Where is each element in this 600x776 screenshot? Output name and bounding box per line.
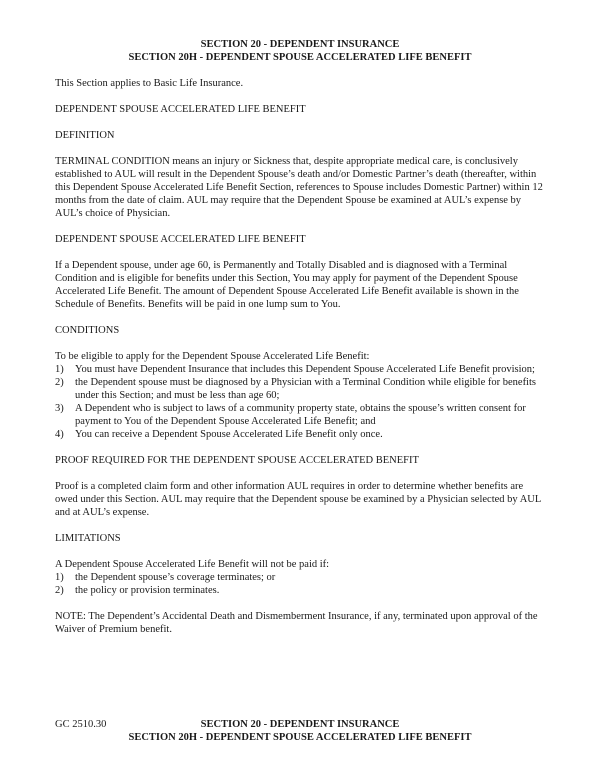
list-item <box>55 571 545 584</box>
list-item-text: the Dependent spouse’s coverage terminates; or <box>75 572 276 583</box>
header-title-line-1: SECTION 20 - DEPENDENT INSURANCE <box>200 39 400 50</box>
paragraph: TERMINAL CONDITION means an injury or Sickness that, despite appropriate medical care, is conclusively established to AUL will result in the Dependent Spouse’s death and/or Domestic Partner’s death (thereafter, within this Dependent Spouse Accelerated Life Benefit Section, references to Spouse includes Domestic Partner) within 12 months from the date of claim. AUL may require that the Dependent Spouse be examined at AUL’s expense by AUL’s choice of Physician. <box>55 156 543 219</box>
list-item <box>55 428 545 441</box>
list-item-number: 2) <box>55 585 64 596</box>
list-item-number: 3) <box>55 403 64 414</box>
list-item-text: the policy or provision terminates. <box>75 585 220 596</box>
document-header <box>55 38 545 64</box>
paragraph: To be eligible to apply for the Dependent Spouse Accelerated Life Benefit: <box>55 351 370 362</box>
section-heading: DEPENDENT SPOUSE ACCELERATED LIFE BENEFIT <box>55 104 306 115</box>
section-heading: DEPENDENT SPOUSE ACCELERATED LIFE BENEFIT <box>55 234 306 245</box>
footer-title-line-2: SECTION 20H - DEPENDENT SPOUSE ACCELERATED LIFE BENEFIT <box>128 732 472 743</box>
section-heading: LIMITATIONS <box>55 533 121 544</box>
list-item <box>55 376 545 402</box>
list-item-text: A Dependent who is subject to laws of a community property state, obtains the spouse’s written consent for payment to You of the Dependent Spouse Accelerated Life Benefit; and <box>75 403 526 427</box>
section-heading: PROOF REQUIRED FOR THE DEPENDENT SPOUSE ACCELERATED BENEFIT <box>55 455 419 466</box>
paragraph: A Dependent Spouse Accelerated Life Benefit will not be paid if: <box>55 559 330 570</box>
header-title-line-2: SECTION 20H - DEPENDENT SPOUSE ACCELERATED LIFE BENEFIT <box>128 52 472 63</box>
list-item-number: 1) <box>55 572 64 583</box>
list-item-number: 4) <box>55 429 64 440</box>
document-body <box>55 77 545 636</box>
document-content <box>55 38 545 636</box>
section-heading: DEFINITION <box>55 130 115 141</box>
list-item <box>55 363 545 376</box>
document-footer <box>0 718 600 744</box>
list-item-number: 1) <box>55 364 64 375</box>
numbered-list <box>55 571 545 597</box>
list-item <box>55 402 545 428</box>
footer-title-line-1: SECTION 20 - DEPENDENT INSURANCE <box>200 719 400 730</box>
list-item <box>55 584 545 597</box>
section-heading: CONDITIONS <box>55 325 120 336</box>
list-item-text: You can receive a Dependent Spouse Accelerated Life Benefit only once. <box>75 429 383 440</box>
list-item-text: You must have Dependent Insurance that includes this Dependent Spouse Accelerated Life Benefit provision; <box>75 364 535 375</box>
paragraph: Proof is a completed claim form and other information AUL requires in order to determine whether benefits are owed under this Section. AUL may require that the Dependent spouse be examined by a Physician selected by AUL and at AUL’s expense. <box>55 481 541 518</box>
paragraph: If a Dependent spouse, under age 60, is Permanently and Totally Disabled and is diagnosed with a Terminal Condition and is eligible for benefits under this Section, You may apply for payment of the Dependent Spouse Accelerated Life Benefit. The amount of Dependent Spouse Accelerated Life Benefit available is shown in the Schedule of Benefits. Benefits will be paid in one lump sum to You. <box>55 260 519 310</box>
paragraph: This Section applies to Basic Life Insurance. <box>55 78 244 89</box>
list-item-text: the Dependent spouse must be diagnosed by a Physician with a Terminal Condition while eligible for benefits under this Section; and must be less than age 60; <box>75 377 536 401</box>
paragraph: NOTE: The Dependent’s Accidental Death and Dismemberment Insurance, if any, terminated upon approval of the Waiver of Premium benefit. <box>55 611 538 635</box>
list-item-number: 2) <box>55 377 64 388</box>
footer-doc-code: GC 2510.30 <box>55 719 107 730</box>
numbered-list <box>55 363 545 441</box>
